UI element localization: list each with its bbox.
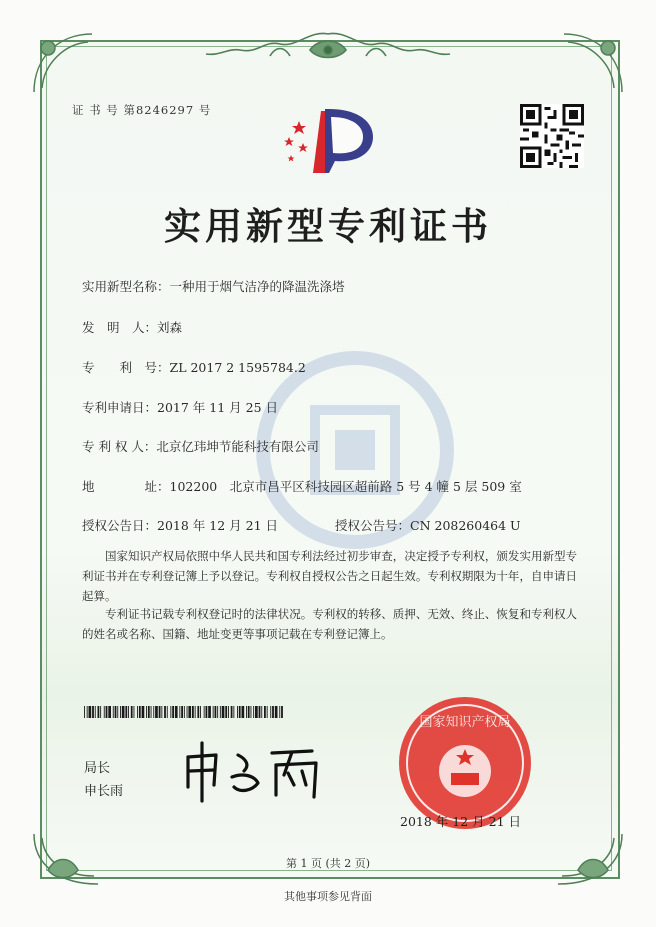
paragraph-legal-status: 专利证书记载专利权登记时的法律状况。专利权的转移、质押、无效、终止、恢复和专利权人的姓名或名称、国籍、地址变更等事项记载在专利登记簿上。	[82, 607, 577, 641]
filing-date-value: 2017 年 11 月 25 日	[157, 400, 279, 415]
utility-model-name-row	[82, 277, 345, 295]
grant-date-row	[82, 516, 278, 534]
address-label: 地 址：	[82, 479, 170, 494]
qr-code-icon	[520, 104, 584, 168]
utility-model-name-value: 一种用于烟气洁净的降温洗涤塔	[169, 279, 345, 294]
director-name: 申长雨	[84, 784, 124, 799]
certificate-title: 实用新型专利证书	[164, 204, 492, 248]
patent-number-label: 专 利 号：	[82, 360, 170, 375]
grant-date-value: 2018 年 12 月 21 日	[157, 518, 279, 533]
corner-ornament-tr-icon	[558, 28, 628, 98]
inventor-label: 发 明 人：	[82, 320, 158, 335]
address-row	[82, 477, 522, 495]
seal-date: 2018 年 12 月 21 日	[400, 814, 521, 829]
grant-date-label: 授权公告日：	[82, 518, 158, 533]
barcode-icon	[84, 706, 284, 718]
patentee-row	[82, 437, 319, 455]
patent-office-emblem-icon	[277, 103, 377, 175]
address-value: 102200 北京市昌平区科技园区超前路 5 号 4 幢 5 层 509 室	[169, 479, 522, 494]
grant-number-label: 授权公告号：	[335, 518, 411, 533]
inventor-value: 刘森	[157, 320, 183, 335]
certificate-number: 证 书 号 第8246297 号	[72, 103, 212, 117]
utility-model-name-label: 实用新型名称：	[82, 279, 170, 294]
inventor-row	[82, 318, 182, 336]
paragraph-grant-statement: 国家知识产权局依照中华人民共和国专利法经过初步审查，决定授予专利权，颁发实用新型专利证书并在专利登记簿上予以登记。专利权自授权公告之日起生效。专利权期限为十年，自申请日起算。	[82, 549, 577, 603]
patentee-value: 北京亿玮坤节能科技有限公司	[156, 439, 319, 454]
grant-number-row	[335, 516, 521, 534]
seal-text: 国家知识产权局	[419, 715, 511, 730]
patent-number-row	[82, 358, 306, 376]
director-title: 局长	[84, 761, 111, 776]
grant-number-value: CN 208260464 U	[410, 518, 521, 533]
top-ornament-icon	[200, 28, 456, 68]
back-note: 其他事项参见背面	[284, 890, 372, 903]
filing-date-row	[82, 398, 278, 416]
patentee-label: 专 利 权 人：	[82, 439, 157, 454]
page-number: 第 1 页 (共 2 页)	[285, 857, 371, 870]
corner-ornament-tl-icon	[28, 28, 98, 98]
patent-number-value: ZL 2017 2 1595784.2	[169, 360, 306, 375]
filing-date-label: 专利申请日：	[82, 400, 158, 415]
director-signature-icon	[180, 735, 330, 805]
